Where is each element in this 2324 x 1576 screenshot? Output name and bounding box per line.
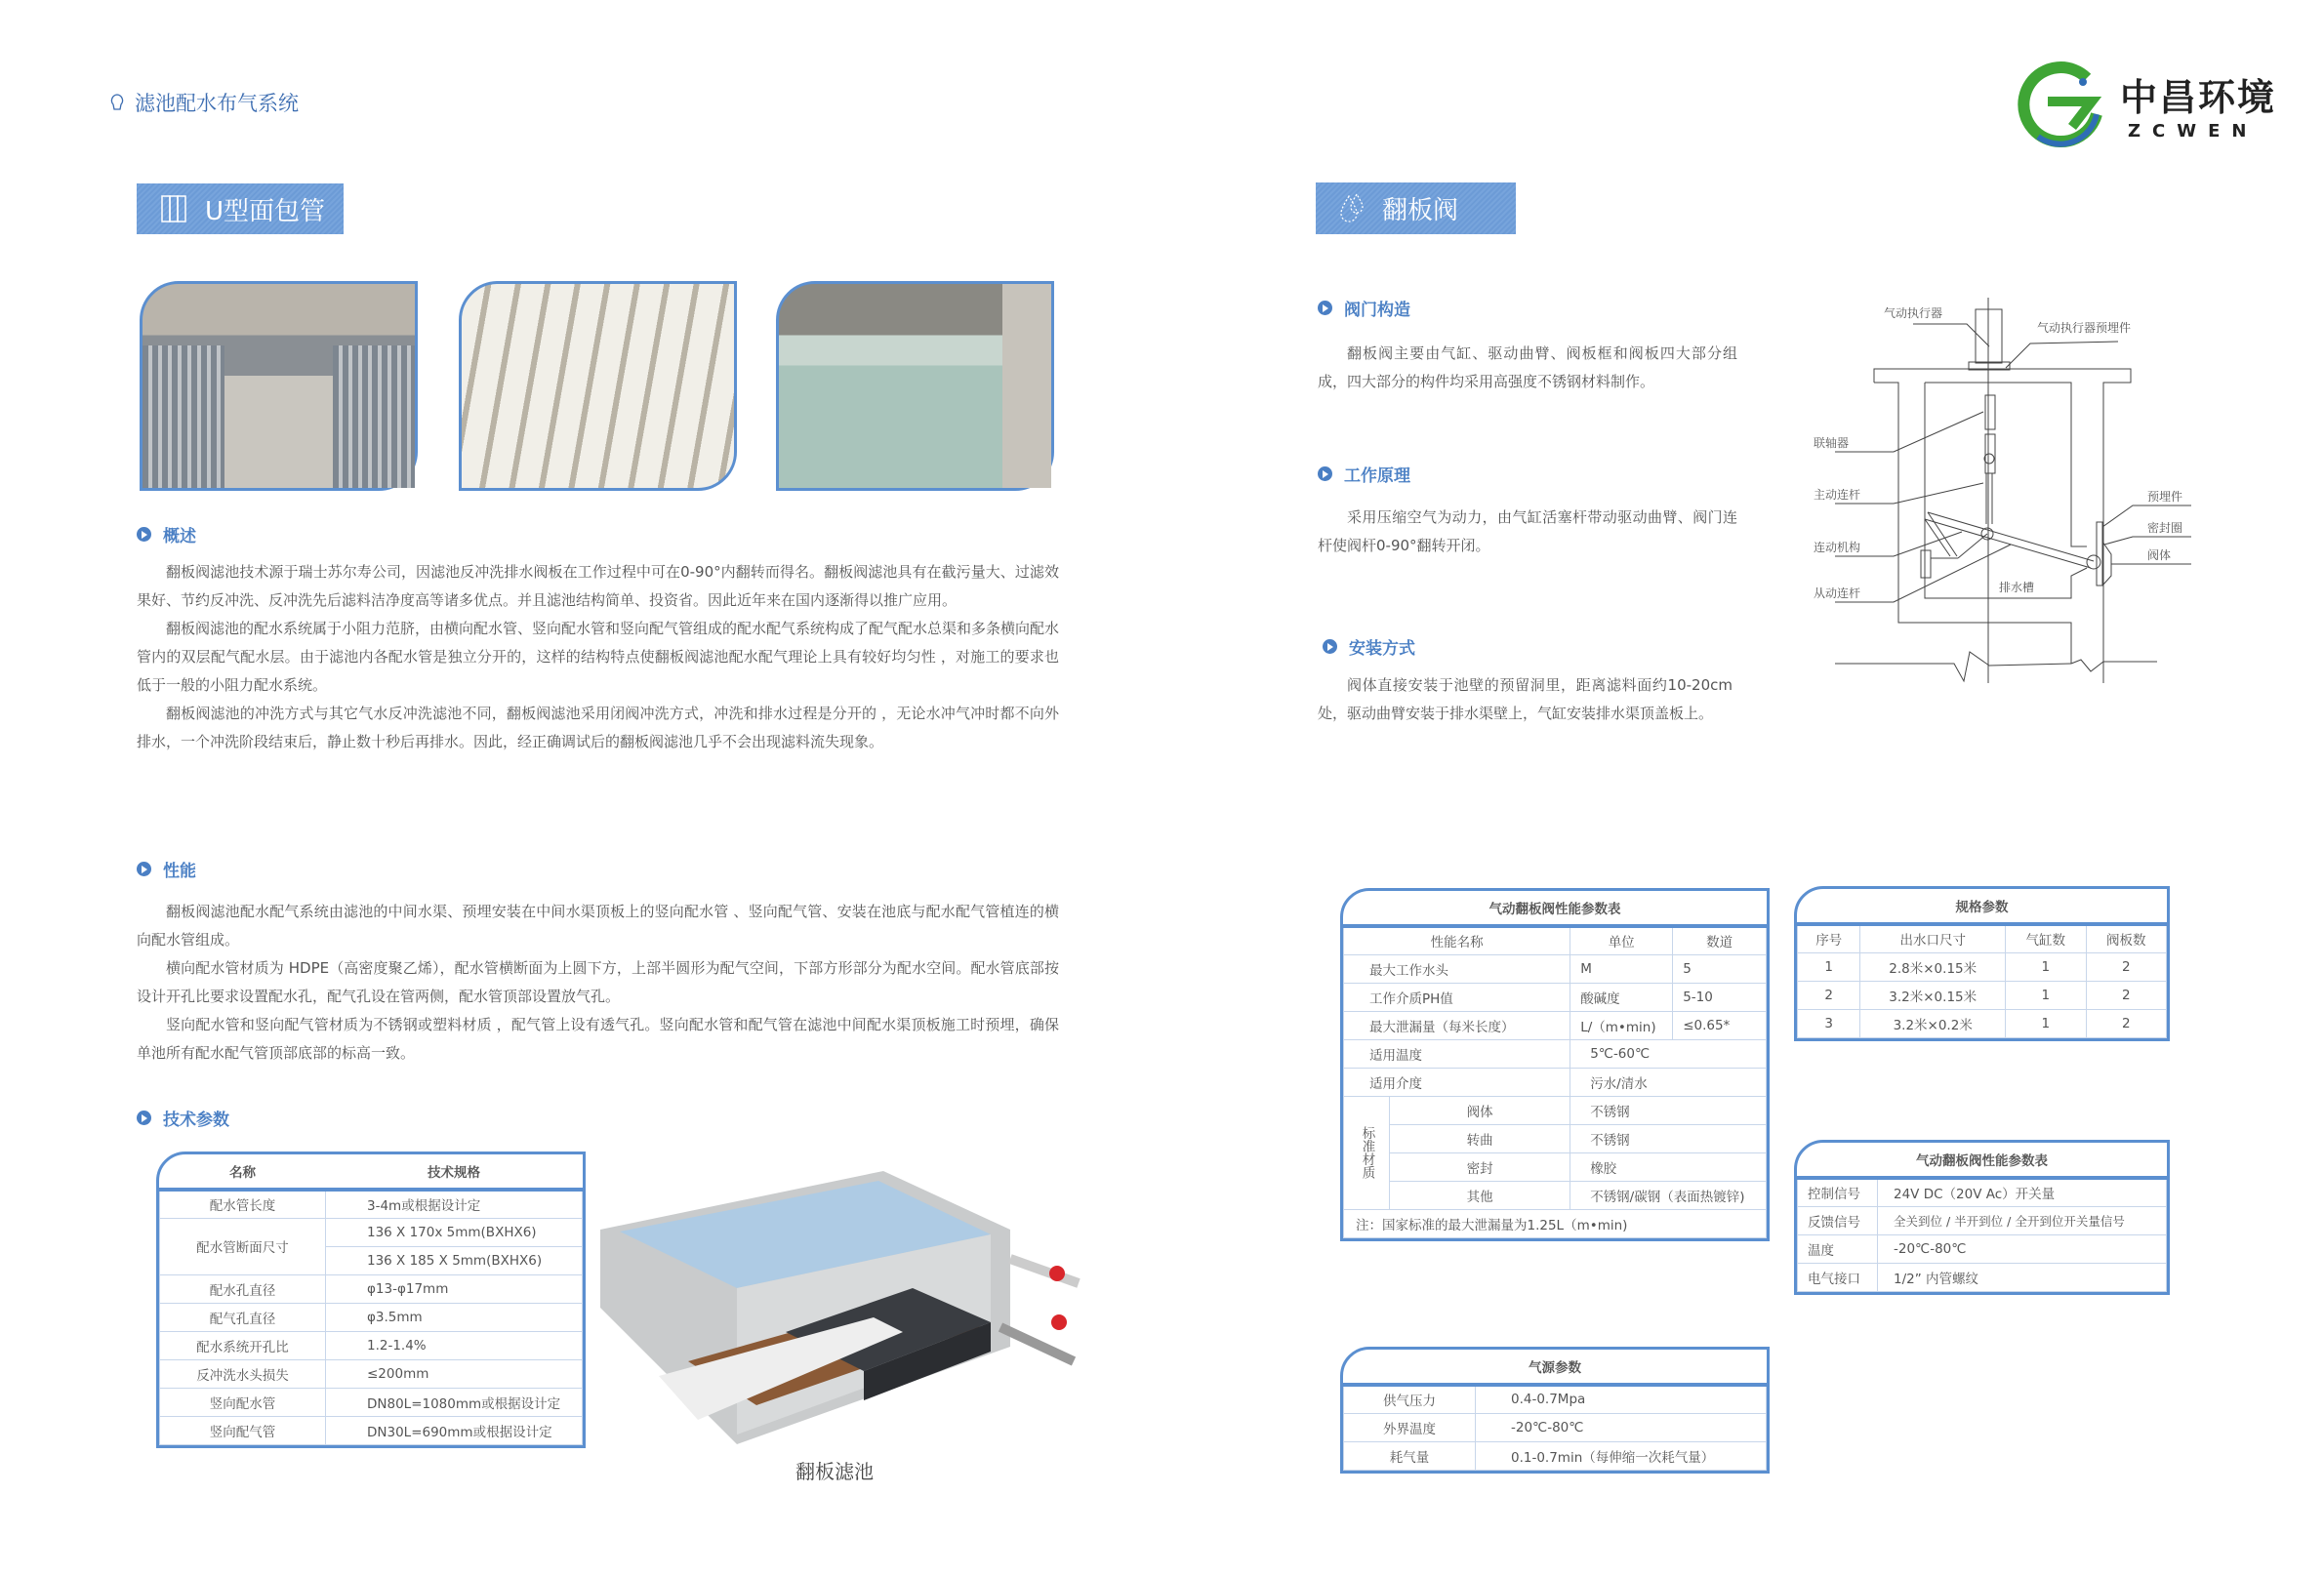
valve-performance-table: [1340, 888, 1770, 1241]
cell: 24V DC（20V Ac）开关量: [1878, 1178, 2167, 1206]
bulb-icon: [109, 93, 125, 112]
cell: 全关到位 / 半开到位 / 全开到位开关量信号: [1878, 1206, 2167, 1234]
table-note: [1344, 1209, 1767, 1237]
electrical-table: [1794, 1140, 2170, 1295]
cell: 1: [2006, 1009, 2086, 1037]
cell: 3-4m或根据设计定: [326, 1190, 583, 1218]
col-header: 序号: [1798, 924, 1860, 952]
flap-valve-banner: [1316, 182, 1516, 234]
heading-text: 工作原理: [1344, 466, 1410, 486]
cell: 污水/清水: [1570, 1068, 1767, 1096]
install-heading: [1323, 634, 1415, 659]
cell: 阀体: [1390, 1096, 1570, 1124]
cell: 竖向配气管: [160, 1416, 326, 1444]
heading-text: 技术参数: [163, 1111, 229, 1130]
paragraph: 翻板阀主要由气缸、驱动曲臂、阀板框和阀板四大部分组成，四大部分的构件均采用高强度不锈钢材料制作。: [1318, 344, 1737, 390]
diagram-label: 密封圈: [2147, 521, 2183, 535]
chevron-circle-icon: [137, 527, 151, 542]
col-header: 名称: [160, 1154, 326, 1190]
cell: 136 X 170x 5mm(BXHX6): [326, 1218, 583, 1246]
cell: 注：国家标准的最大泄漏量为1.25L（m•min): [1344, 1209, 1767, 1237]
cell: -20℃-80℃: [1476, 1413, 1767, 1441]
cell: 温度: [1798, 1234, 1878, 1263]
heading-text: 概述: [163, 527, 196, 546]
cell: 反冲洗水头损失: [160, 1359, 326, 1388]
cell: 1: [2006, 952, 2086, 981]
tech-heading: [137, 1106, 229, 1130]
cell: 适用介度: [1344, 1068, 1570, 1096]
paragraph: 翻板阀滤池的配水系统属于小阻力范脐，由横向配水管、竖向配水管和竖向配气管组成的配水配气系统构成了配气配水总渠和多条横向配水管内的双层配气配水层。由于滤池内各配水管是独立分开的，这样的结构特点使翻板阀滤池配水配气理论上具有较好均匀性 ，对施工的要求也低于一般的小阻力配水系统。: [137, 620, 1060, 694]
pipes-icon: [158, 194, 191, 223]
chevron-circle-icon: [137, 1111, 151, 1125]
cell: 不锈钢: [1570, 1124, 1767, 1152]
cell: 密封: [1390, 1152, 1570, 1181]
logo-subtext: ZCWEN: [2128, 121, 2259, 141]
cell: φ13-φ17mm: [326, 1274, 583, 1303]
overview-heading: [137, 522, 196, 546]
valve-diagram: [1814, 293, 2225, 703]
paragraph: 翻板阀滤池的冲洗方式与其它气水反冲洗滤池不同，翻板阀滤池采用闭阀冲洗方式，冲洗和排水过程是分开的 ，无论水冲气冲时都不向外排水，一个冲洗阶段结束后，静止数十秒后再排水。因此，经正确调试后的翻板阀滤池几乎不会出现滤料流失现象。: [137, 705, 1059, 750]
cell: 橡胶: [1570, 1152, 1767, 1181]
paragraph: 横向配水管材质为 HDPE（高密度聚乙烯），配水管横断面为上圆下方，上部半圆形为配气空间，下部方形部分为配水空间。配水管底部按设计开孔比要求设置配水孔，配气孔设在管两侧，配水管顶部设置放气孔。: [137, 959, 1059, 1005]
photo-filter-pipes-rows: [140, 281, 418, 491]
u-pipe-banner: [137, 183, 344, 234]
cell: 反馈信号: [1798, 1206, 1878, 1234]
cell: 2: [1798, 981, 1860, 1009]
cell: ≤200mm: [326, 1359, 583, 1388]
cell: 0.4-0.7Mpa: [1476, 1385, 1767, 1413]
banner-title: U型面包管: [205, 196, 326, 226]
table-row: [1798, 1178, 2167, 1206]
table-row: [1798, 1234, 2167, 1263]
cell: 1.2-1.4%: [326, 1331, 583, 1359]
cell: 5-10: [1673, 983, 1767, 1011]
table-row: [1344, 1039, 1767, 1068]
tech-params-table: [156, 1152, 586, 1448]
cell: DN30L=690mm或根据设计定: [326, 1416, 583, 1444]
col-header: 单位: [1570, 926, 1673, 954]
cell: 竖向配水管: [160, 1388, 326, 1416]
table-title: 规格参数: [1798, 889, 2167, 924]
table-row: [1344, 926, 1767, 954]
chevron-circle-icon: [1318, 301, 1332, 315]
cell: 配水管长度: [160, 1190, 326, 1218]
paragraph: 翻板阀滤池配水配气系统由滤池的中间水渠、预埋安装在中间水渠顶板上的竖向配水管 、竖向配气管、安装在池底与配水配气管植连的横向配水管组成。: [137, 903, 1059, 949]
diagram-label: 气动执行器预埋件: [2037, 321, 2132, 335]
cell: -20℃-80℃: [1878, 1234, 2167, 1263]
cell: 1: [2006, 981, 2086, 1009]
cell: 最大泄漏量（每米长度）: [1344, 1011, 1570, 1039]
cell: 5℃-60℃: [1570, 1039, 1767, 1068]
table-row: [1798, 952, 2167, 981]
diagram-label: 主动连杆: [1814, 488, 1861, 502]
table-row: [1344, 1124, 1767, 1152]
paragraph: 翻板阀滤池技术源于瑞士苏尔寿公司，因滤池反冲洗排水阀板在工作过程中可在0-90°内翻转而得名。翻板阀滤池具有在截污量大、过滤效果好、节约反冲洗、反冲洗先后滤料洁净度高等诸多优点。并且滤池结构简单、投资省。因此近年来在国内逐渐得以推广应用。: [137, 563, 1059, 609]
cell: 1/2” 内管螺纹: [1878, 1263, 2167, 1291]
cell: 配水孔直径: [160, 1274, 326, 1303]
cell: 外界温度: [1344, 1413, 1476, 1441]
cell: 配水系统开孔比: [160, 1331, 326, 1359]
cell: 其他: [1390, 1181, 1570, 1209]
cell: 控制信号: [1798, 1178, 1878, 1206]
table-row: [1344, 1096, 1767, 1124]
col-header: 出水口尺寸: [1860, 924, 2006, 952]
performance-heading: [137, 857, 196, 881]
cell: 1: [1798, 952, 1860, 981]
col-header: 气缸数: [2006, 924, 2086, 952]
table-row: [160, 1218, 583, 1246]
install-text: [1318, 671, 1733, 728]
table-title: 气动翻板阀性能参数表: [1344, 891, 1767, 926]
cell: 2: [2086, 981, 2167, 1009]
table-title: 气动翻板阀性能参数表: [1798, 1143, 2167, 1178]
logo-mark-icon: [2018, 61, 2106, 148]
air-source-table: [1340, 1347, 1770, 1474]
chevron-circle-icon: [137, 862, 151, 876]
heading-text: 阀门构造: [1344, 301, 1410, 320]
table-row: [1344, 1152, 1767, 1181]
cell: 136 X 185 X 5mm(BXHX6): [326, 1246, 583, 1274]
diagram-label: 排水槽: [1999, 581, 2035, 594]
cell: 5: [1673, 954, 1767, 983]
diagram-label: 从动连杆: [1814, 586, 1861, 600]
paragraph: 阀体直接安装于池壁的预留洞里，距离滤料面约10-20cm处，驱动曲臂安装于排水渠壁上，气缸安装排水渠顶盖板上。: [1318, 676, 1733, 722]
chevron-circle-icon: [1323, 639, 1337, 654]
cell: M: [1570, 954, 1673, 983]
cell: 2.8米×0.15米: [1860, 952, 2006, 981]
cell: 转曲: [1390, 1124, 1570, 1152]
table-row: [1798, 1263, 2167, 1291]
cell: 3: [1798, 1009, 1860, 1037]
chevron-circle-icon: [1318, 466, 1332, 481]
photo-filter-basin: [776, 281, 1054, 491]
diagram-label: 连动机构: [1814, 541, 1861, 554]
table-row: [1798, 1206, 2167, 1234]
heading-text: 安装方式: [1349, 639, 1415, 659]
table-row: [1798, 1009, 2167, 1037]
table-row: [160, 1190, 583, 1218]
overview-text: [137, 558, 1059, 756]
cell: 配水管断面尺寸: [160, 1218, 326, 1274]
cell: 2: [2086, 1009, 2167, 1037]
table-row: [160, 1416, 583, 1444]
cell: 最大工作水头: [1344, 954, 1570, 983]
cell: 不锈钢: [1570, 1096, 1767, 1124]
table-row: [1344, 1441, 1767, 1470]
cell: 0.1-0.7min（每伸缩一次耗气量）: [1476, 1441, 1767, 1470]
cell: 不锈钢/碳钢（表面热镀锌): [1570, 1181, 1767, 1209]
photo-white-pipes: [459, 281, 737, 491]
cell: 3.2米×0.15米: [1860, 981, 2006, 1009]
table-row: [160, 1388, 583, 1416]
section-title: 滤池配水布气系统: [135, 92, 299, 115]
paragraph: 采用压缩空气为动力，由气缸活塞杆带动驱动曲臂、阀门连杆使阀杆0-90°翻转开闭。: [1318, 508, 1737, 554]
col-header: 数道: [1673, 926, 1767, 954]
table-row: [1798, 924, 2167, 952]
cell: 3.2米×0.2米: [1860, 1009, 2006, 1037]
structure-heading: [1318, 296, 1410, 320]
diagram-label: 预埋件: [2147, 490, 2183, 504]
performance-text: [137, 898, 1059, 1068]
structure-text: [1318, 340, 1737, 396]
table-row: [1344, 1385, 1767, 1413]
cell: 适用温度: [1344, 1039, 1570, 1068]
table-row: [1344, 1068, 1767, 1096]
cell: L/（m•min): [1570, 1011, 1673, 1039]
render-caption: 翻板滤池: [795, 1460, 874, 1483]
col-header: 阀板数: [2086, 924, 2167, 952]
heading-text: 性能: [163, 862, 196, 881]
filter-3d-render: [591, 1152, 1093, 1454]
cell: 耗气量: [1344, 1441, 1476, 1470]
cell: 配气孔直径: [160, 1303, 326, 1331]
diagram-label: 阀体: [2147, 548, 2172, 562]
cell: φ3.5mm: [326, 1303, 583, 1331]
diagram-label: 联轴器: [1814, 436, 1850, 450]
logo-text: 中昌环境: [2120, 76, 2277, 119]
cell: 标准材质: [1344, 1096, 1390, 1209]
table-row: [160, 1303, 583, 1331]
cell: DN80L=1080mm或根据设计定: [326, 1388, 583, 1416]
section-breadcrumb: [109, 88, 299, 117]
cell: 2: [2086, 952, 2167, 981]
principle-text: [1318, 504, 1737, 560]
table-row: [1344, 1011, 1767, 1039]
cell: 酸碱度: [1570, 983, 1673, 1011]
cell: 电气接口: [1798, 1263, 1878, 1291]
logo: [2018, 61, 2276, 148]
col-header: 性能名称: [1344, 926, 1570, 954]
diagram-label: 气动执行器: [1884, 306, 1943, 320]
cell: 工作介质PH值: [1344, 983, 1570, 1011]
table-row: [160, 1274, 583, 1303]
paragraph: 竖向配水管和竖向配气管材质为不锈钢或塑料材质 ，配气管上设有透气孔。竖向配水管和配气管在滤池中间配水渠顶板施工时预埋，确保单池所有配水配气管顶部底部的标高一致。: [137, 1016, 1059, 1062]
table-row: [1344, 1181, 1767, 1209]
spec-table: [1794, 886, 2170, 1041]
table-title: 气源参数: [1344, 1350, 1767, 1385]
col-header: 技术规格: [326, 1154, 583, 1190]
cell: ≤0.65*: [1673, 1011, 1767, 1039]
banner-title: 翻板阀: [1382, 196, 1459, 225]
table-row: [1344, 1413, 1767, 1441]
table-row: [1344, 983, 1767, 1011]
water-drops-icon: [1337, 192, 1368, 225]
table-row: [1798, 981, 2167, 1009]
table-row: [160, 1359, 583, 1388]
table-row: [160, 1331, 583, 1359]
cell: 供气压力: [1344, 1385, 1476, 1413]
table-row: [1344, 954, 1767, 983]
principle-heading: [1318, 462, 1410, 486]
